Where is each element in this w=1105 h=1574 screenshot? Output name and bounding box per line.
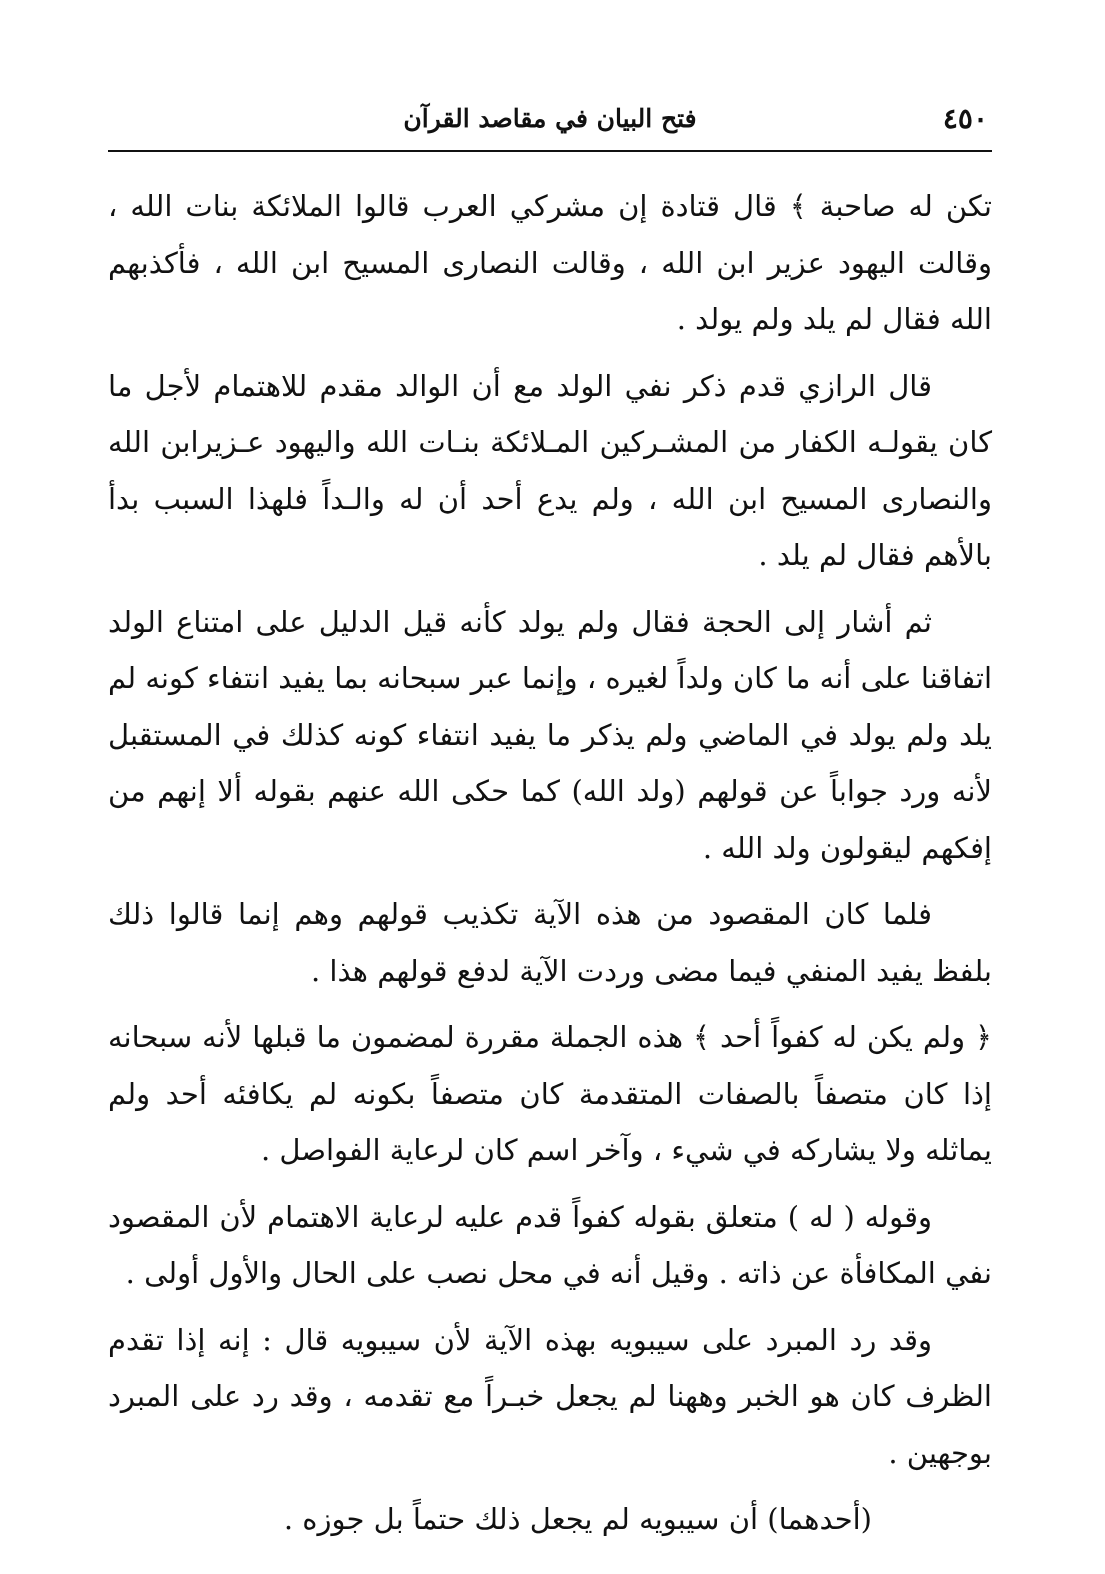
- paragraph: تكن له صاحبة ﴾ قال قتادة إن مشركي العرب قالوا الملائكة بنات الله ، وقالت اليهود عزير ابن الله ، وقالت النصارى المسيح ابن الله ، فأكذبهم الله فقال لم يلد ولم يولد .: [108, 189, 992, 336]
- paragraph: فلما كان المقصود من هذه الآية تكذيب قولهم وهم إنما قالوا ذلك بلفظ يفيد المنفي فيما مضى وردت الآية لدفع قولهم هذا .: [108, 897, 992, 988]
- page-header: [108, 98, 992, 146]
- paragraph: ثم أشار إلى الحجة فقال ولم يولد كأنه قيل الدليل على امتناع الولد اتفاقنا على أنه ما كان ولداً لغيره ، وإنما عبر سبحانه بما يفيد انتفاء كونه لم يلد ولم يولد في الماضي ولم يذكر ما يفيد انتفاء كونه كذلك في المستقبل لأنه ورد جواباً عن قولهم (ولد الله) كما حكى الله عنهم بقوله ألا إنهم من إفكهم ليقولون ولد الله .: [108, 604, 992, 865]
- page-body: [108, 178, 992, 1558]
- header-divider: [108, 150, 992, 152]
- paragraph: (أحدهما) أن سيبويه لم يجعل ذلك حتماً بل جوزه .: [283, 1502, 872, 1536]
- paragraph: ﴿ ولم يكن له كفواً أحد ﴾ هذه الجملة مقررة لمضمون ما قبلها لأنه سبحانه إذا كان متصفاً بالصفات المتقدمة كان متصفاً بكونه لم يكافئه أحد ولم يماثله ولا يشاركه في شيء ، وآخر اسم كان لرعاية الفواصل .: [108, 1020, 992, 1167]
- paragraph: وقوله ( له ) متعلق بقوله كفواً قدم عليه لرعاية الاهتمام لأن المقصود نفي المكافأة عن ذاته . وقيل أنه في محل نصب على الحال والأول أولى .: [108, 1199, 992, 1290]
- page-number: ٤٥٠: [942, 102, 988, 135]
- running-title: فتح البيان في مقاصد القرآن: [403, 104, 697, 133]
- paragraph: قال الرازي قدم ذكر نفي الولد مع أن الوالد مقدم للاهتمام لأجل ما كان يقولـه الكفار من المشـركين المـلائكة بنـات الله واليهود عـزيرابن الله والنصارى المسيح ابن الله ، ولم يدع أحد أن له والـداً فلهذا السبب بدأ بالأهم فقال لم يلد .: [108, 368, 992, 572]
- paragraph: وقد رد المبرد على سيبويه بهذه الآية لأن سيبويه قال : إنه إذا تقدم الظرف كان هو الخبر وههنا لم يجعل خبـراً مع تقدمه ، وقد رد على المبرد بوجهين .: [108, 1322, 992, 1470]
